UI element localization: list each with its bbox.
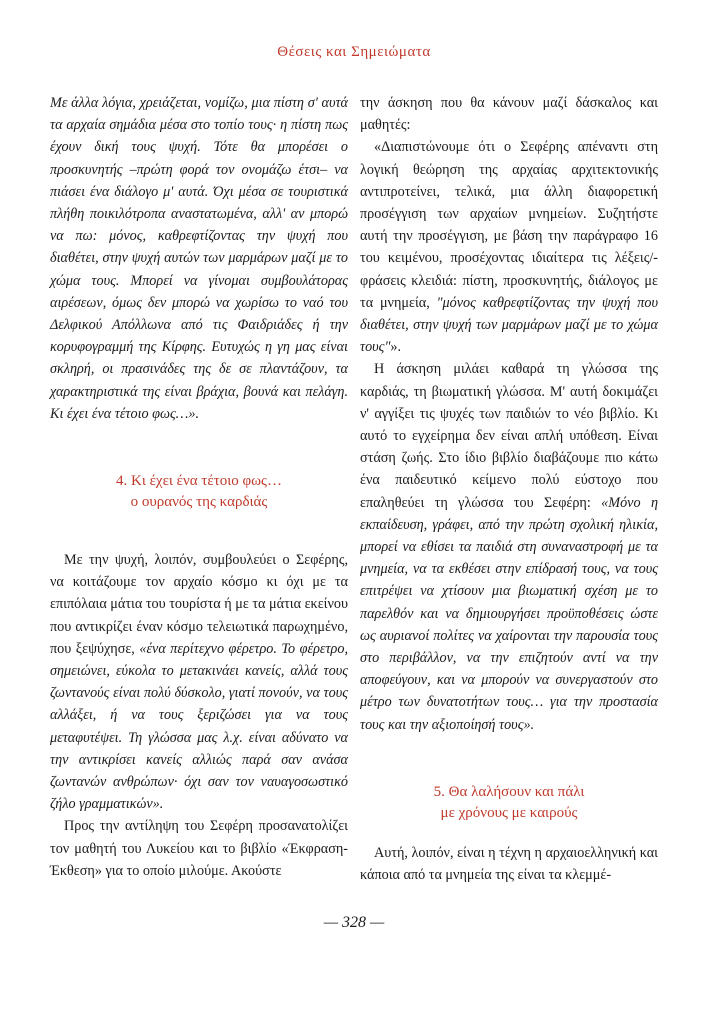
- section-5-heading: [360, 782, 658, 824]
- paragraph-heart-language: [360, 358, 658, 735]
- exercise-quote-italic: "μόνος καθρεφτίζοντας την ψυχή που διαθέτει, στην ψυχή των μαρμάρων μαζί με το χώμα τους": [360, 294, 658, 356]
- paragraph-ancient-art: Αυτή, λοιπόν, είναι η τέχνη η αρχαιοελληνική και κάποια από τα μνημεία της είναι τα κλεμμέ-: [360, 844, 658, 884]
- paragraph-seferis-soul-quote: «ένα περίτεχνο φέρετρο. Το φέρετρο, σημειώνει, εύκολα το μετακινάει κανείς, αλλά τους ζωντανούς είναι πολύ δύσκολο, γιατί πονούν, να τους αλλάξει, ή να τους ξεριζώσει για να τους μεταφυτέψει. Τη γλώσσα μας λ.χ. είναι αδύνατο να την αντικρίσει κανείς αλλιώς παρά σαν ανάσα ζωντανών ανθρώπων· όχι σαν τον ναυαγοσωστικό ζήλο γραμματικών».: [50, 640, 348, 813]
- paragraph-seferis-soul: [50, 549, 348, 815]
- exercise-quote: [360, 136, 658, 358]
- intro-quote: [50, 92, 348, 425]
- section-4-title-line1: 4. Κι έχει ένα τέτοιο φως…: [116, 473, 282, 490]
- intro-quote-text: Με άλλα λόγια, χρειάζεται, νομίζω, μια πίστη σ' αυτά τα αρχαία σημάδια μέσα στο τοπίο τους· η πίστη πως έχουν δική τους ψυχή. Τότε θα μπορέσει ο προσκυνητής –πρώτη φορά τον ονομάζω έτσι– να πιάσει ένα διάλογο μ' αυτά. Όχι μέσα σε τουριστικά πλήθη ποικιλότροπα αναστατωμένα, αλλ' αν μπορώ να πω: μόνος, καθρεφτίζοντας την ψυχή που διαθέτει, στην ψυχή αυτών των μαρμάρων μαζί με το χώμα τους. Μπορεί να γίνομαι συμβουλάτορας αιρέσεων, όμως δεν μπορώ να χωρίσω το ναό του Δελφικού Απόλλωνα από τις Φαιδριάδες ή την κορυφογραμμή της Κίρφης. Ευτυχώς η γη μας είναι σκληρή, οι πρασινάδες της δε σε πλαντάζουν, τα χαρακτηριστικά της είναι βράχια, βουνά και πελάγη. Κι έχει ένα τέτοιο φως…».: [50, 95, 348, 422]
- right-column: [360, 92, 658, 886]
- paragraph-heart-language-quote: «Μόνο η εκπαίδευση, γράφει, από την πρώτη σχολική ηλικία, μπορεί να εθίσει τα παιδιά στη συναναστροφή με τα μνημεία, να τα εκθέσει στην επίδρασή τους, να τους επιτρέψει να χτίσουν μια βιωματική σχέση με το παρελθόν και να δημιουργήσει προϋποθέσεις ώστε ως αυριανοί πολίτες να χαίρονται την παρουσία τους στο περιβάλλον, να την επιζητούν αντί να την αποφεύγουν, και να μπορούν να συνεργαστούν στο μέτρο των δυνατοτήτων τους… για την προστασία τους και την αξιοποίησή τους».: [360, 494, 658, 733]
- exercise-quote-end: ».: [390, 339, 402, 356]
- paragraph-orientation: Προς την αντίληψη του Σεφέρη προσανατολίζει τον μαθητή του Λυκείου και το βιβλίο «Έκφραση-Έκθεση» για το οποίο μιλούμε. Ακούστε: [50, 818, 348, 879]
- continuation-text: την άσκηση που θα κάνουν μαζί δάσκαλος και μαθητές:: [360, 95, 658, 134]
- left-column: [50, 92, 348, 882]
- section-4-title-line2: ο ουρανός της καρδιάς: [130, 494, 268, 511]
- section-5-title-line1: 5. Θα λαλήσουν και πάλι: [433, 783, 585, 800]
- paragraph-heart-language-text: Η άσκηση μιλάει καθαρά τη γλώσσα της καρδιάς, τη βιωματική γλώσσα. Μ' αυτή δοκιμάζει ν' αγγίξει τις ψυχές των παιδιών το νέο βιβλίο. Κι αυτό το εγχείρημα δεν είναι απλή υπόθεση. Είναι στάση ζωής. Στο ίδιο βιβλίο διαβάζουμε πιο κάτω ένα παιδευτικό κείμενο πολύ εύστοχο που επαληθεύει τη γλώσσα του Σεφέρη:: [360, 361, 658, 511]
- paragraph-seferis-soul-text: Με την ψυχή, λοιπόν, συμβουλεύει ο Σεφέρης, να κοιτάζουμε τον αρχαίο κόσμο κι όχι με τα επιπόλαια μάτια του τουρίστα ή με τα μάτια εκείνου που αντικρίζει έναν κόσμο τελειωτικά παρωχημένο, που ξεψύχησε,: [50, 552, 348, 657]
- section-4-heading: [50, 471, 348, 513]
- page-number: — 328 —: [323, 914, 385, 931]
- section-5-title-line2: με χρόνους με καιρούς: [440, 804, 578, 821]
- running-title: Θέσεις και Σημειώματα: [277, 44, 431, 60]
- exercise-quote-text: «Διαπιστώνουμε ότι ο Σεφέρης απέναντι στη λογική θεώρηση της αρχαίας αρχιτεκτονικής αντιπροτείνει, τελικά, μια άλλη διαφορετική προσέγγιση των αρχαίων μνημείων. Συζητήστε αυτή την προσέγγιση, με βάση την παράγραφο 16 του κειμένου, προσέχοντας ιδιαίτερα τις λέξεις/-φράσεις κλειδιά: πίστη, προσκυνητής, διάλογος με τα μνημεία,: [360, 139, 658, 311]
